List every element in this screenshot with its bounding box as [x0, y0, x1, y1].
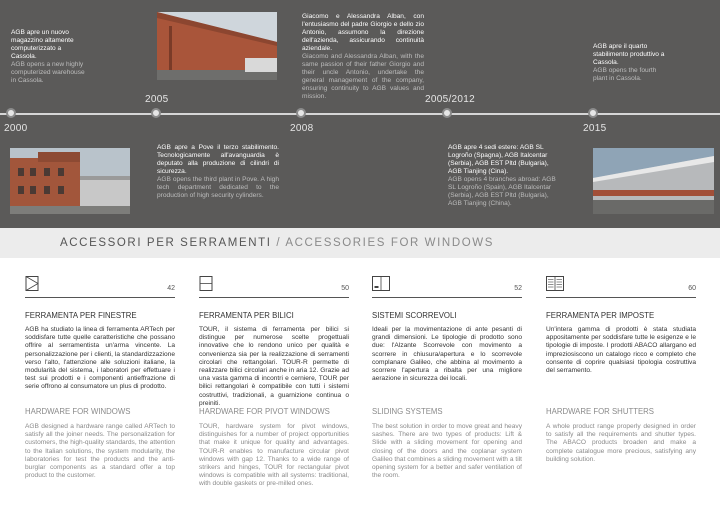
column-text-en: A whole product range properly designed in order to satisfy all the requirements and shutter types. The ABACO products broaden and make a complete catalogue more precious, satisfying any building solution. [546, 423, 696, 463]
column-heading-en: HARDWARE FOR PIVOT WINDOWS [199, 407, 330, 416]
event-text-it: AGB apre il quarto stabilimento produttivo a Cassola. [593, 43, 665, 66]
column-text-en: The best solution in order to move great and heavy sashes. There are two types of products: Lift & Slide with a sliding movement for opening and closing of the doors and the coplanar system Galileo that combines a sliding movement with a tilt opening system for a better and safer ventilation of the room. [372, 423, 522, 480]
column-heading-en: SLIDING SYSTEMS [372, 407, 443, 416]
page-number: 52 [514, 285, 522, 292]
column-text-en: AGB designed a hardware range called ARTech to satisfy all the joiner needs. The personalization for customers, the high-quality standards, the attention to the Italian solutions, the system modularity, the laboratories for test the products and the anti-burglar components as a standard offer a top product to the customer. [25, 423, 175, 480]
event-text-en: AGB opens the third plant in Pove. A high tech department dedicated to the production of high security cylinders. [157, 176, 279, 199]
pivot-window-icon [199, 276, 217, 291]
page-number: 60 [688, 285, 696, 292]
timeline-axis [0, 113, 720, 115]
timeline-dot-2008 [296, 108, 306, 118]
column-divider [25, 297, 175, 298]
event-text-it: AGB apre un nuovo magazzino altamente computerizzato a Cassola. [11, 29, 74, 60]
page-number: 42 [167, 285, 175, 292]
pove-plant-photo [157, 12, 277, 80]
timeline-year: 2005/2012 [425, 94, 475, 105]
timeline-event [157, 144, 279, 200]
event-text-it: AGB apre a Pove il terzo stabilimento. Tecnologicamente all'avanguardia è deputato alla produzione di cilindri di sicurezza. [157, 144, 279, 175]
column-heading-en: HARDWARE FOR SHUTTERS [546, 407, 655, 416]
page-number: 50 [341, 285, 349, 292]
event-text-en: Giacomo and Alessandra Alban, with the same passion of their father Giorgio and their uncle Antonio, undertake the general management of the company, ensuring continuity to AGB values and mission. [302, 53, 424, 100]
column-heading-it: FERRAMENTA PER FINESTRE [25, 311, 137, 320]
column-divider [546, 297, 696, 298]
event-text-en: AGB opens 4 branches abroad: AGB SL Logroño (Spain), AGB Italcentar (Serbia), AGB EST Pltd (Bulgaria), AGB Tianjing (China). [448, 176, 556, 207]
timeline-event [302, 13, 424, 101]
column-text-en: TOUR, hardware system for pivot windows, distinguishes for a number of project opportunities that make it unique for quality and advantages. TOUR-R enables to manufacture circular pivot windows with gap 12. Thanks to a wide range of strikers and hinges, TOUR for rectangular pivot windows is compatible with all systems: traditional, with double gaskets or pre-milled ones. [199, 423, 349, 488]
timeline-year: 2015 [583, 123, 607, 134]
shutter-icon [546, 276, 564, 291]
timeline-year: 2000 [4, 123, 28, 134]
column-heading-it: SISTEMI SCORREVOLI [372, 311, 457, 320]
section-title [60, 237, 494, 249]
section-title-separator: / [271, 237, 286, 249]
timeline-event [11, 29, 86, 85]
column-text-it: TOUR, il sistema di ferramenta per bilici si distingue per numerose scelte progettuali innovative che lo rendono unico per qualità e convenienza sia per la realizzazione di serramenti circolari che rettangolari. TOUR-R permette di realizzare bilici circolari anche in aria 12. Grazie ad una vasta gamma di incontri e cerniere, TOUR per bilici rettangolari è compatibile con tutti i sistemi costruttivi, tradizionali, a guarnizione continua o preiniti. [199, 326, 349, 407]
event-text-it: Giacomo e Alessandra Alban, con l'entusiasmo del padre Giorgio e dello zio Antonio, assumono la direzione dell'azienda, assicurando continuità aziendale. [302, 13, 424, 52]
timeline-year: 2005 [145, 94, 169, 105]
section-title-it: ACCESSORI PER SERRAMENTI [60, 237, 272, 249]
section-title-en: ACCESSORIES FOR WINDOWS [285, 237, 495, 249]
event-text-en: AGB opens the fourth plant in Cassola. [593, 67, 657, 82]
cassola-fourth-plant-photo [593, 148, 714, 214]
timeline-dot-2015 [588, 108, 598, 118]
warehouse-photo [10, 148, 130, 214]
timeline-year: 2008 [290, 123, 314, 134]
column-text-it: AGB ha studiato la linea di ferramenta ARTech per soddisfare tutte quelle caratteristiche che possano offrire al serramentista un'arma vincente. La personalizzazione per i clienti, la standardizzazione verso l'alto, l'attenzione alle soluzioni italiane, la modularità del sistema, i laboratori per effettuare i test sui prodotti e i componenti antieffrazione di serie offrono al consumatore un plus di prodotto. [25, 326, 175, 391]
history-timeline [0, 0, 720, 228]
column-text-it: Un'intera gamma di prodotti è stata studiata appositamente per soddisfare tutte le esigenze e le tipologie di imposte. I prodotti ABACO allargano ed impreziosiscono un catalogo ricco e completo che consente di coprire qualsiasi tipologia costruttiva del serramento. [546, 326, 696, 375]
timeline-dot-2000 [6, 108, 16, 118]
timeline-event [448, 144, 560, 208]
timeline-dot-2005-2012 [442, 108, 452, 118]
column-text-it: Ideali per la movimentazione di ante pesanti di grandi dimensioni. Le tipologie di prodotto sono due: l'Alzante Scorrevole con movimento a scorrere in chiusura/apertura e lo scorrevole complanare Galileo, che abbina al movimento a scorrere l'apertura a ribalta per una migliore aerazione in sicurezza dei locali. [372, 326, 522, 383]
event-text-en: AGB opens a new highly computerized warehouse in Cassola. [11, 61, 85, 84]
column-divider [372, 297, 522, 298]
column-divider [199, 297, 349, 298]
sliding-door-icon [372, 276, 390, 291]
event-text-it: AGB apre 4 sedi estere: AGB SL Logroño (Spagna), AGB Italcentar (Serbia), AGB EST Pltd (Bulgaria), AGB Tianjing (Cina). [448, 144, 549, 175]
timeline-dot-2005 [151, 108, 161, 118]
window-hinge-icon [25, 276, 43, 291]
column-heading-it: FERRAMENTA PER IMPOSTE [546, 311, 655, 320]
timeline-event [593, 43, 668, 83]
column-heading-en: HARDWARE FOR WINDOWS [25, 407, 131, 416]
column-heading-it: FERRAMENTA PER BILICI [199, 311, 294, 320]
